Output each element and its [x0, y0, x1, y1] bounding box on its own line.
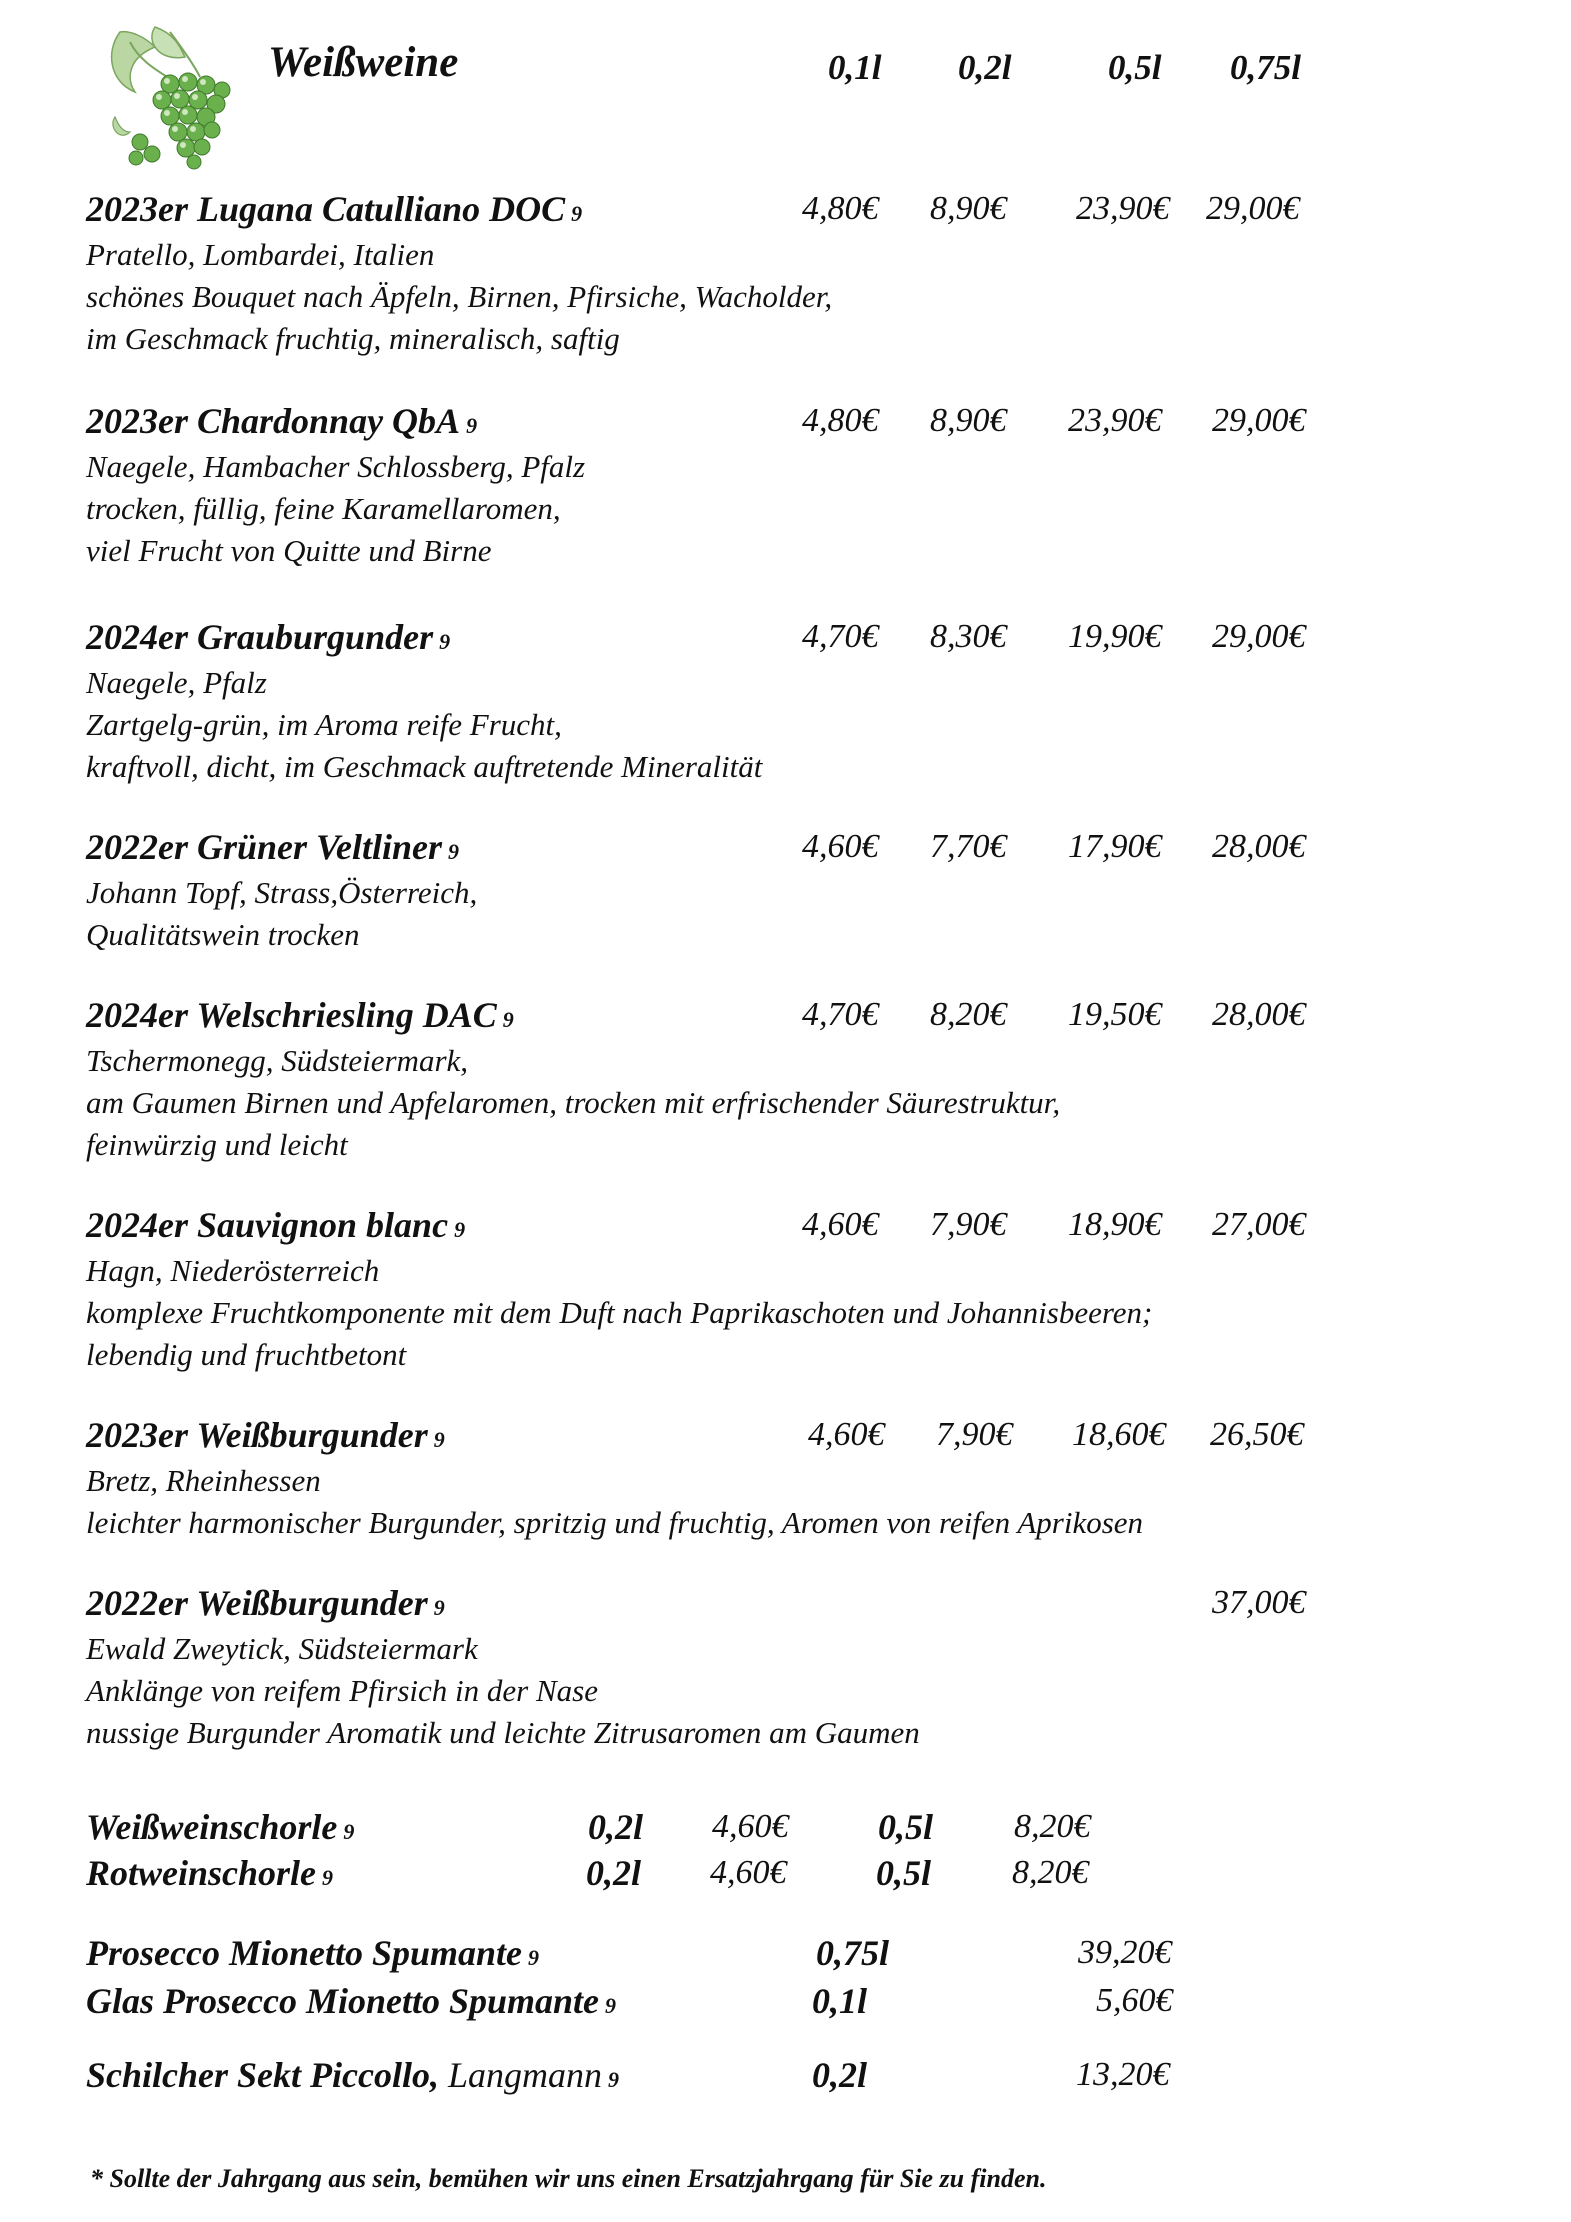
wine-entry — [86, 1582, 1346, 1754]
price: 5,60€ — [1096, 1982, 1173, 2019]
drink-name: Schilcher Sekt Piccollo, Langmann 9 — [86, 2055, 619, 2095]
price-0-5l: 19,50€ — [1068, 996, 1162, 1033]
bottle-size: 0,1l — [812, 1981, 868, 2021]
price-0-1l: 4,80€ — [802, 402, 879, 439]
wine-entry — [86, 994, 1346, 1166]
grape-vine-icon — [100, 22, 240, 172]
price-0-5l: 17,90€ — [1068, 828, 1162, 865]
size-header-0-2l: 0,2l — [958, 48, 1012, 87]
size-header-0-5l: 0,5l — [1108, 48, 1162, 87]
price-large: 8,20€ — [1014, 1808, 1091, 1845]
wine-name: 2024er Welschriesling DAC 9 — [86, 995, 514, 1035]
sparkling-row — [86, 1980, 1346, 2028]
price-small: 4,60€ — [712, 1808, 789, 1845]
wine-entry — [86, 1204, 1346, 1376]
vintage-footnote: * Sollte der Jahrgang aus sein, bemühen wir uns einen Ersatzjahrgang für Sie zu finden. — [90, 2164, 1047, 2193]
price-0-2l: 7,70€ — [930, 828, 1007, 865]
wine-description: trocken, füllig, feine Karamellaromen, — [86, 491, 561, 526]
price-0-5l: 23,90€ — [1068, 402, 1162, 439]
wine-description: schönes Bouquet nach Äpfeln, Birnen, Pfirsiche, Wacholder, — [86, 279, 833, 314]
wine-origin: Pratello, Lombardei, Italien — [86, 237, 435, 272]
schorle-row — [86, 1806, 1346, 1854]
price-0-2l: 7,90€ — [936, 1416, 1013, 1453]
wine-origin: Ewald Zweytick, Südsteiermark — [86, 1631, 478, 1666]
price-0-2l: 8,20€ — [930, 996, 1007, 1033]
wine-name: 2022er Weißburgunder 9 — [86, 1583, 445, 1623]
wine-entry — [86, 400, 1346, 572]
wine-entry — [86, 616, 1346, 788]
size-large: 0,5l — [878, 1807, 934, 1847]
sparkling-row — [86, 2054, 1346, 2102]
footnote-marker: 9 — [502, 1007, 514, 1032]
footnote-marker: 9 — [605, 1993, 617, 2018]
price: 39,20€ — [1078, 1934, 1172, 1971]
wine-origin: Johann Topf, Strass,Österreich, — [86, 875, 478, 910]
drink-name: Prosecco Mionetto Spumante 9 — [86, 1933, 540, 1973]
price-large: 8,20€ — [1012, 1854, 1089, 1891]
footnote-marker: 9 — [343, 1819, 355, 1844]
wine-name: 2023er Lugana Catulliano DOC 9 — [86, 189, 583, 229]
wine-description: am Gaumen Birnen und Apfelaromen, trocken mit erfrischender Säurestruktur, — [86, 1085, 1061, 1120]
wine-entry — [86, 188, 1346, 360]
footnote-marker: 9 — [439, 629, 451, 654]
wine-name: 2023er Weißburgunder 9 — [86, 1415, 445, 1455]
producer-name: Langmann — [447, 2055, 602, 2095]
footnote-marker: 9 — [571, 201, 583, 226]
wine-description: leichter harmonischer Burgunder, spritzig und fruchtig, Aromen von reifen Aprikosen — [86, 1505, 1144, 1540]
wine-origin: Naegele, Hambacher Schlossberg, Pfalz — [86, 449, 586, 484]
price-0-75l: 29,00€ — [1212, 402, 1306, 439]
price-0-2l: 8,30€ — [930, 618, 1007, 655]
drink-name: Rotweinschorle 9 — [86, 1853, 334, 1893]
wine-description: Zartgelg-grün, im Aroma reife Frucht, — [86, 707, 562, 742]
wine-origin: Hagn, Niederösterreich — [86, 1253, 380, 1288]
price-0-5l: 18,60€ — [1072, 1416, 1166, 1453]
size-large: 0,5l — [876, 1853, 932, 1893]
price-0-2l: 8,90€ — [930, 402, 1007, 439]
sparkling-row — [86, 1932, 1346, 1980]
wine-description: im Geschmack fruchtig, mineralisch, saftig — [86, 321, 620, 356]
price: 13,20€ — [1076, 2056, 1170, 2093]
footnote-marker: 9 — [433, 1595, 445, 1620]
price-0-75l: 37,00€ — [1212, 1584, 1306, 1621]
price-0-1l: 4,60€ — [802, 1206, 879, 1243]
wine-name: 2023er Chardonnay QbA 9 — [86, 401, 478, 441]
wine-name: 2022er Grüner Veltliner 9 — [86, 827, 460, 867]
wine-description: komplexe Fruchtkomponente mit dem Duft nach Paprikaschoten und Johannisbeeren; — [86, 1295, 1153, 1330]
wine-name: 2024er Sauvignon blanc 9 — [86, 1205, 466, 1245]
footnote-marker: 9 — [528, 1945, 540, 1970]
footnote-marker: 9 — [454, 1217, 466, 1242]
price-0-75l: 26,50€ — [1210, 1416, 1304, 1453]
price-0-5l: 23,90€ — [1076, 190, 1170, 227]
footnote-marker: 9 — [322, 1865, 334, 1890]
price-0-1l: 4,60€ — [808, 1416, 885, 1453]
footnote-marker: 9 — [433, 1427, 445, 1452]
size-small: 0,2l — [586, 1853, 642, 1893]
wine-origin: Bretz, Rheinhessen — [86, 1463, 321, 1498]
price-0-2l: 8,90€ — [930, 190, 1007, 227]
bottle-size: 0,2l — [812, 2055, 868, 2095]
drink-name: Glas Prosecco Mionetto Spumante 9 — [86, 1981, 617, 2021]
wine-description: feinwürzig und leicht — [86, 1127, 348, 1162]
price-0-75l: 28,00€ — [1212, 828, 1306, 865]
wine-description: Qualitätswein trocken — [86, 917, 360, 952]
price-0-5l: 18,90€ — [1068, 1206, 1162, 1243]
footnote-marker: 9 — [448, 839, 460, 864]
size-header-0-75l: 0,75l — [1230, 48, 1301, 87]
wine-entry — [86, 1414, 1346, 1544]
price-0-5l: 19,90€ — [1068, 618, 1162, 655]
price-0-2l: 7,90€ — [930, 1206, 1007, 1243]
price-0-75l: 29,00€ — [1212, 618, 1306, 655]
wine-description: nussige Burgunder Aromatik und leichte Zitrusaromen am Gaumen — [86, 1715, 920, 1750]
drink-name: Weißweinschorle 9 — [86, 1807, 355, 1847]
size-small: 0,2l — [588, 1807, 644, 1847]
price-small: 4,60€ — [710, 1854, 787, 1891]
price-0-1l: 4,60€ — [802, 828, 879, 865]
price-0-75l: 28,00€ — [1212, 996, 1306, 1033]
wine-origin: Tschermonegg, Südsteiermark, — [86, 1043, 469, 1078]
bottle-size: 0,75l — [816, 1933, 890, 1973]
schorle-row — [86, 1852, 1346, 1900]
footnote-marker: 9 — [466, 413, 478, 438]
wine-entry — [86, 826, 1346, 956]
page-title: Weißweine — [268, 39, 459, 86]
wine-origin: Naegele, Pfalz — [86, 665, 267, 700]
price-0-75l: 29,00€ — [1206, 190, 1300, 227]
wine-name: 2024er Grauburgunder 9 — [86, 617, 451, 657]
price-0-1l: 4,80€ — [802, 190, 879, 227]
wine-description: viel Frucht von Quitte und Birne — [86, 533, 492, 568]
price-0-1l: 4,70€ — [802, 996, 879, 1033]
wine-description: Anklänge von reifem Pfirsich in der Nase — [86, 1673, 598, 1708]
wine-description: lebendig und fruchtbetont — [86, 1337, 407, 1372]
footnote-marker: 9 — [608, 2067, 619, 2092]
price-0-75l: 27,00€ — [1212, 1206, 1306, 1243]
wine-description: kraftvoll, dicht, im Geschmack auftretende Mineralität — [86, 749, 763, 784]
size-header-0-1l: 0,1l — [828, 48, 882, 87]
price-0-1l: 4,70€ — [802, 618, 879, 655]
